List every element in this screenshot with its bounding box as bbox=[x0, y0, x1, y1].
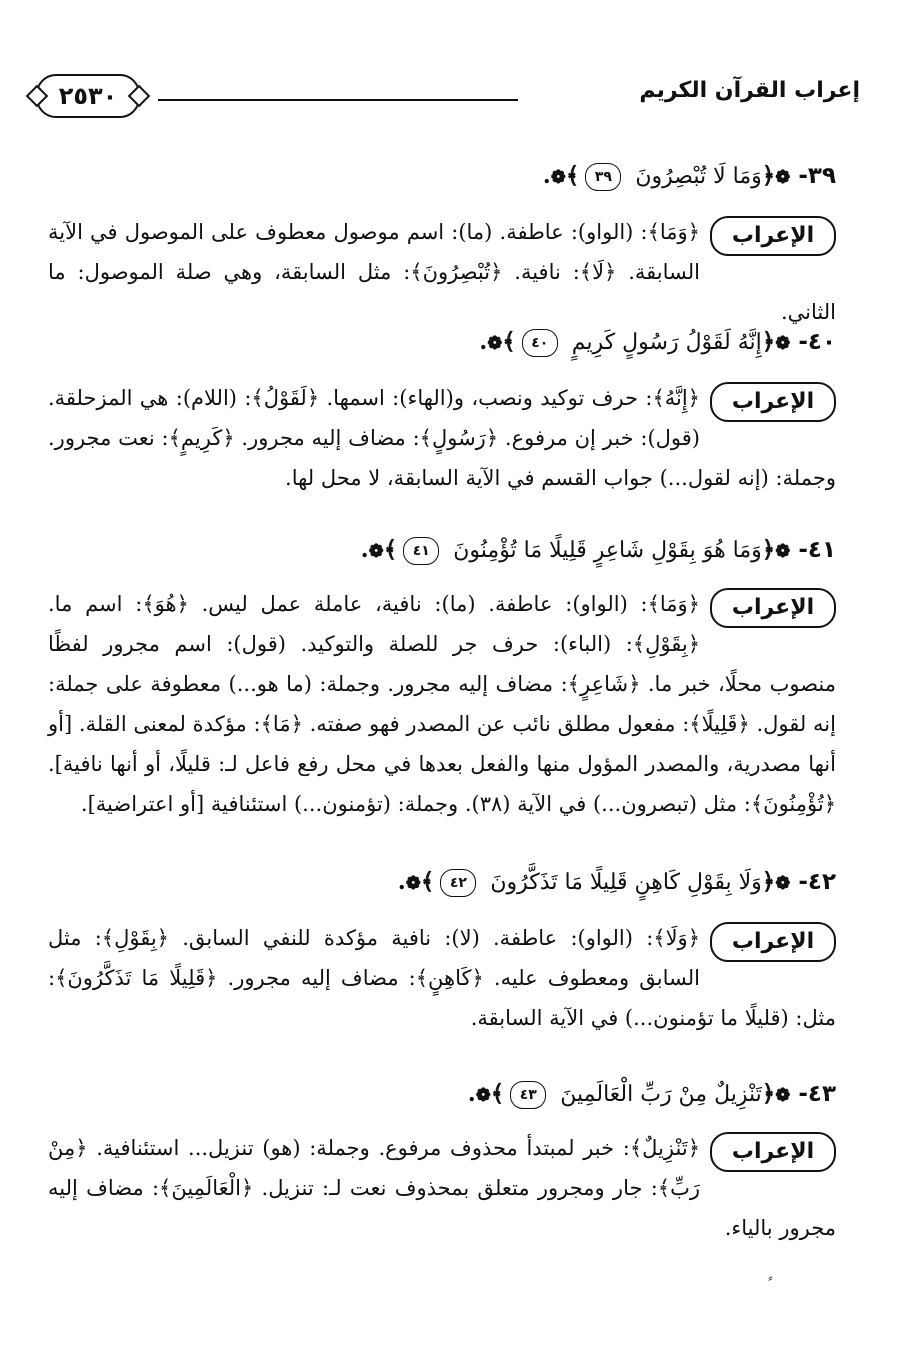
verse-heading bbox=[60, 1074, 836, 1114]
verse-heading bbox=[60, 862, 836, 902]
end-dot: . bbox=[542, 162, 551, 189]
end-dot: . bbox=[360, 536, 369, 563]
verse-heading bbox=[60, 530, 836, 570]
end-dot: . bbox=[397, 868, 406, 895]
stray-mark: ⸗ bbox=[768, 1270, 773, 1286]
book-title: إعراب القرآن الكريم bbox=[639, 78, 860, 103]
star-ornament: ❁ bbox=[368, 541, 384, 562]
star-ornament: ❁ bbox=[775, 873, 791, 894]
verse-end-sign: ٤١ bbox=[403, 537, 439, 565]
irab-text: ﴿تَنْزِيلٌ﴾: خبر لمبتدأ محذوف مرفوع. وجملة: (هو) تنزيل... استئنافية. ﴿مِنْ رَبِّ﴾: جار ومجرور متعلق بمحذوف نعت لـ: تنزيل. ﴿الْعَالَمِينَ﴾: مضاف إليه مجرور بالياء. bbox=[48, 1136, 836, 1240]
bracket-open: ﴿ bbox=[761, 868, 776, 895]
irab-badge: الإعراب bbox=[710, 922, 836, 962]
irab-text: ﴿وَمَا﴾: (الواو): عاطفة. (ما): اسم موصول معطوف على الموصول في الآية السابقة. ﴿لَا﴾: نافية. ﴿تُبْصِرُونَ﴾: مثل السابقة، وهي صلة الموصول: ما الثاني. bbox=[48, 220, 836, 324]
bracket-close: ﴾ bbox=[502, 328, 516, 355]
irab-badge: الإعراب bbox=[710, 216, 836, 256]
irab-block bbox=[48, 918, 836, 1038]
verse-end-sign: ٤٣ bbox=[510, 1081, 546, 1109]
verse-end-sign: ٤٠ bbox=[522, 329, 558, 357]
verse-text: إِنَّهُ لَقَوْلُ رَسُولٍ كَرِيمٍ bbox=[571, 330, 762, 355]
page-number: ٢٥٣٠ bbox=[36, 74, 140, 118]
irab-block bbox=[48, 584, 836, 824]
irab-block bbox=[48, 1128, 836, 1248]
irab-block bbox=[48, 212, 836, 332]
star-ornament: ❁ bbox=[775, 167, 791, 188]
irab-block bbox=[48, 378, 836, 498]
verse-number: ٤٣- bbox=[798, 1081, 836, 1107]
verse-heading bbox=[60, 322, 836, 362]
bracket-close: ﴾ bbox=[565, 162, 580, 189]
verse-end-sign: ٣٩ bbox=[585, 163, 621, 191]
verse-end-sign: ٤٢ bbox=[440, 869, 476, 897]
star-ornament: ❁ bbox=[487, 333, 503, 354]
bracket-open: ﴿ bbox=[761, 328, 776, 355]
verse-heading bbox=[60, 156, 836, 196]
verse-number: ٤٠- bbox=[798, 329, 836, 355]
star-ornament: ❁ bbox=[775, 333, 791, 354]
star-ornament: ❁ bbox=[405, 873, 421, 894]
verse-number: ٤٢- bbox=[798, 869, 836, 895]
verse-text: وَمَا هُوَ بِقَوْلِ شَاعِرٍ قَلِيلًا مَا تُؤْمِنُونَ bbox=[453, 538, 762, 563]
irab-badge: الإعراب bbox=[710, 382, 836, 422]
bracket-open: ﴿ bbox=[761, 536, 776, 563]
bracket-open: ﴿ bbox=[761, 1080, 776, 1107]
verse-number: ٤١- bbox=[798, 537, 836, 563]
bracket-close: ﴾ bbox=[420, 868, 435, 895]
page-header bbox=[36, 72, 860, 122]
bracket-open: ﴿ bbox=[761, 162, 776, 189]
star-ornament: ❁ bbox=[775, 1085, 791, 1106]
irab-text: ﴿إِنَّهُ﴾: حرف توكيد ونصب، و(الهاء): اسمها. ﴿لَقَوْلُ﴾: (اللام): هي المزحلقة. (قول): خبر إن مرفوع. ﴿رَسُولٍ﴾: مضاف إليه مجرور. ﴿كَرِيمٍ﴾: نعت مجرور. وجملة: (إنه لقول...) جواب القسم في الآية السابقة، لا محل لها. bbox=[48, 386, 836, 490]
verse-text: تَنْزِيلٌ مِنْ رَبِّ الْعَالَمِينَ bbox=[560, 1082, 762, 1107]
bracket-close: ﴾ bbox=[490, 1080, 505, 1107]
irab-badge: الإعراب bbox=[710, 588, 836, 628]
star-ornament: ❁ bbox=[475, 1085, 491, 1106]
irab-badge: الإعراب bbox=[710, 1132, 836, 1172]
verse-text: وَمَا لَا تُبْصِرُونَ bbox=[635, 164, 762, 189]
header-rule bbox=[158, 99, 518, 101]
end-dot: . bbox=[467, 1080, 476, 1107]
star-ornament: ❁ bbox=[775, 541, 791, 562]
end-dot: . bbox=[479, 328, 488, 355]
bracket-close: ﴾ bbox=[383, 536, 398, 563]
irab-text: ﴿وَلَا﴾: (الواو): عاطفة. (لا): نافية مؤكدة للنفي السابق. ﴿بِقَوْلِ﴾: مثل السابق ومعطوف عليه. ﴿كَاهِنٍ﴾: مضاف إليه مجرور. ﴿قَلِيلًا مَا تَذَكَّرُونَ﴾: مثل: (قليلًا ما تؤمنون...) في الآية السابقة. bbox=[48, 926, 836, 1030]
verse-number: ٣٩- bbox=[798, 163, 836, 189]
verse-text: وَلَا بِقَوْلِ كَاهِنٍ قَلِيلًا مَا تَذَكَّرُونَ bbox=[490, 870, 762, 895]
star-ornament: ❁ bbox=[550, 167, 566, 188]
irab-text: ﴿وَمَا﴾: (الواو): عاطفة. (ما): نافية، عاملة عمل ليس. ﴿هُوَ﴾: اسم ما. ﴿بِقَوْلِ﴾: (الباء): حرف جر للصلة والتوكيد. (قول): اسم مجرور لفظًا منصوب محلًا، خبر ما. ﴿شَاعِرٍ﴾: مضاف إليه مجرور. وجملة: (ما هو...) معطوفة على جملة: إنه لقول. ﴿قَلِيلًا﴾: مفعول مطلق نائب عن المصدر فهو صفته. ﴿مَا﴾: مؤكدة لمعنى القلة. [أو أنها مصدرية، والمصدر المؤول منها والفعل بعدها في محل رفع فاعل لـ: قليلًا، أو أنها نافية]. ﴿تُؤْمِنُونَ﴾: مثل (تبصرون...) في الآية (٣٨). وجملة: (تؤمنون...) استئنافية [أو اعتراضية]. bbox=[48, 592, 836, 816]
